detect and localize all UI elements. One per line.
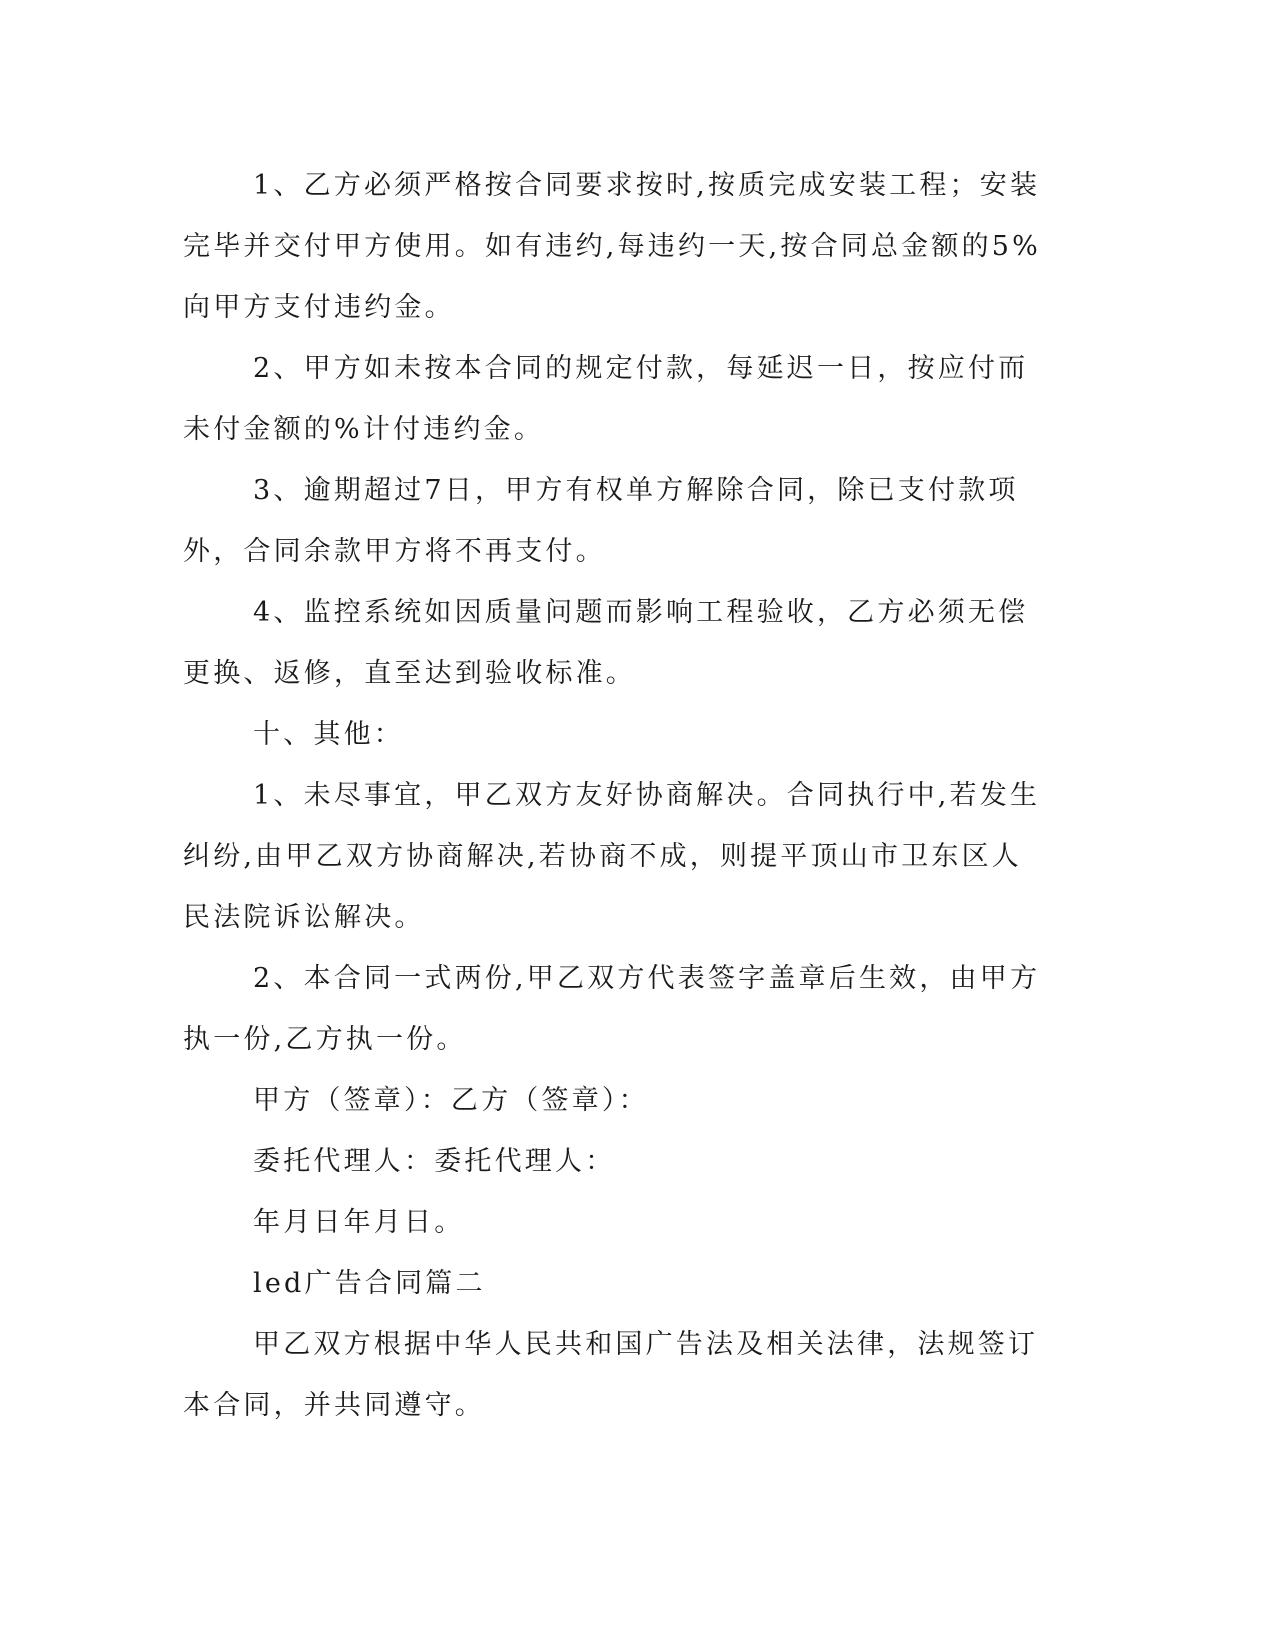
document-body	[183, 155, 1043, 1436]
clause-2-late-payment: 2、甲方如未按本合同的规定付款，每延迟一日，按应付而未付金额的%计付违约金。	[183, 353, 1029, 445]
date-line: 年月日年月日。	[253, 1207, 465, 1238]
contract-title-part-two: led广告合同篇二	[253, 1268, 486, 1299]
section-heading-other: 十、其他：	[253, 719, 404, 750]
agent-line: 委托代理人：委托代理人：	[253, 1146, 616, 1177]
signature-line: 甲方（签章）：乙方（签章）：	[253, 1085, 649, 1116]
clause-4-quality-repair: 4、监控系统如因质量问题而影响工程验收，乙方必须无偿更换、返修，直至达到验收标准。	[183, 597, 1029, 689]
contract-preamble: 甲乙双方根据中华人民共和国广告法及相关法律，法规签订本合同，并共同遵守。	[183, 1329, 1039, 1421]
clause-3-overdue-termination: 3、逾期超过7日，甲方有权单方解除合同，除已支付款项外，合同余款甲方将不再支付。	[183, 475, 1019, 567]
other-clause-1-disputes: 1、未尽事宜，甲乙双方友好协商解决。合同执行中,若发生纠纷,由甲乙双方协商解决,若协商不成，则提平顶山市卫东区人民法院诉讼解决。	[183, 780, 1041, 933]
other-clause-2-copies: 2、本合同一式两份,甲乙双方代表签字盖章后生效，由甲方执一份,乙方执一份。	[183, 963, 1041, 1055]
clause-1-timely-installation: 1、乙方必须严格按合同要求按时,按质完成安装工程；安装完毕并交付甲方使用。如有违约,每违约一天,按合同总金额的5%向甲方支付违约金。	[183, 170, 1041, 323]
